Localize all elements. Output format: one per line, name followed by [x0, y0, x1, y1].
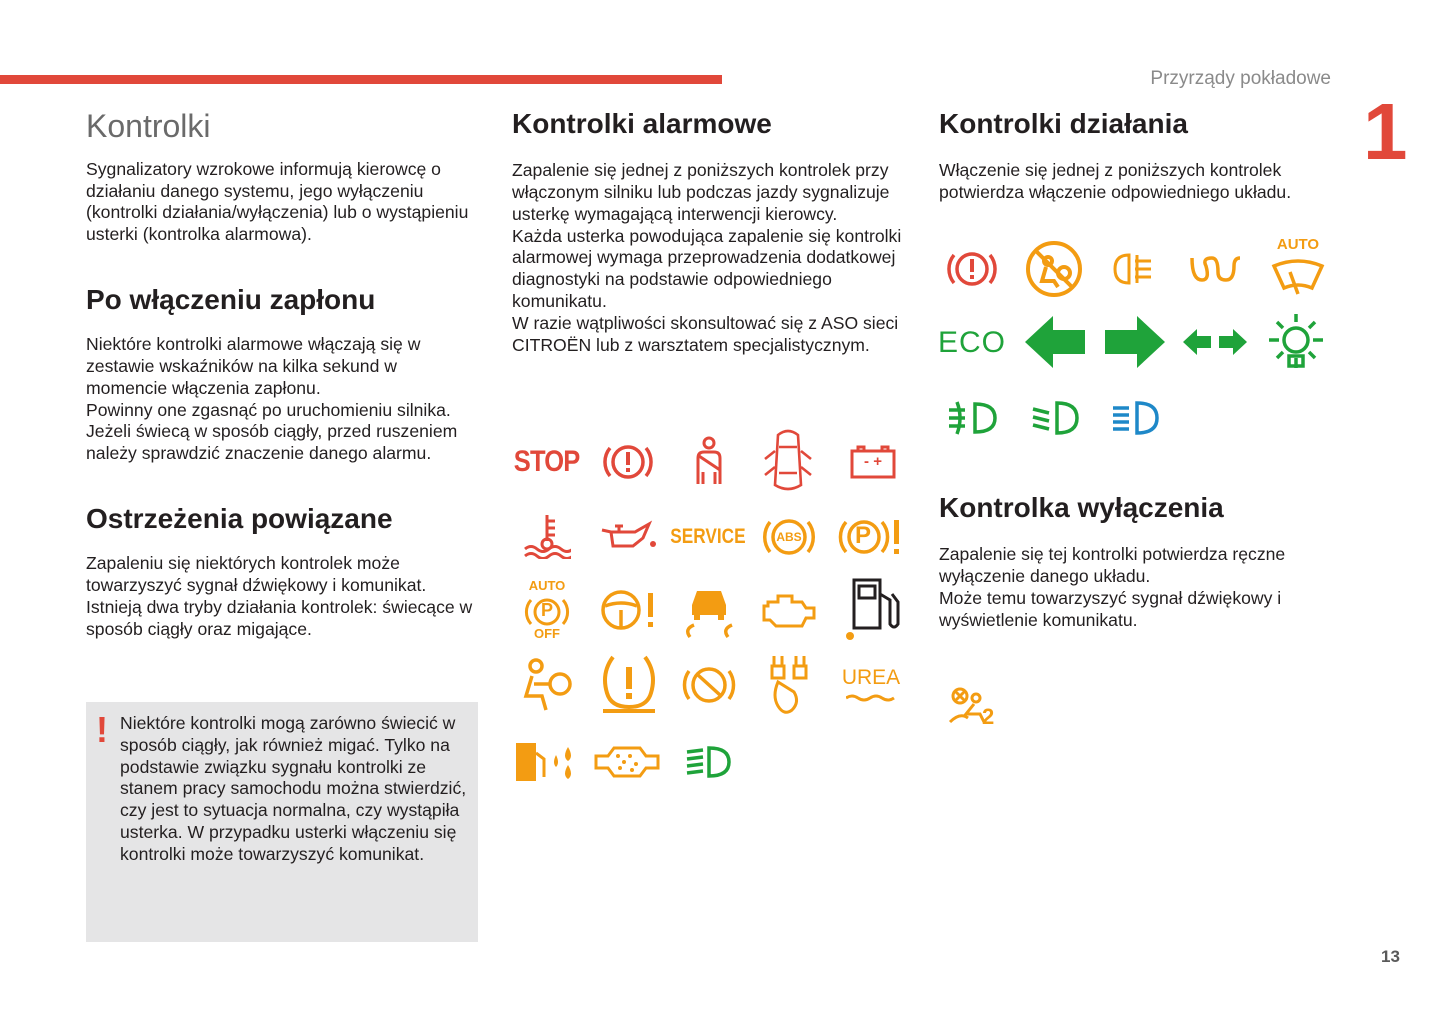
ignition-text-1: Niektóre kontrolki alarmowe włączają się w zestawie wskaźników na kilka sekund w momencie włączenia zapłonu.: [86, 334, 421, 398]
power-steering-icon: [598, 585, 658, 635]
seatbelt-icon: [686, 434, 732, 490]
section-title: Przyrządy pokładowe: [1150, 68, 1331, 89]
low-fuel-icon: [846, 576, 904, 642]
page-title: Kontrolki: [86, 108, 211, 144]
rear-fog-icon: [1110, 247, 1162, 291]
ignition-text-2: Powinny one zgasnąć po uruchomieniu silnika. Jeżeli świecą w sposób ciągły, przed ruszeniem należy sprawdzić znaczenie danego alarmu.: [86, 399, 458, 464]
particle-filter-icon: [594, 740, 660, 784]
parking-brake-fault-icon: P: [836, 510, 904, 564]
headlamp-icon: [682, 740, 734, 784]
column-operation-lamps: [939, 108, 1334, 204]
brake-icon: [600, 437, 656, 487]
chapter-number: 1: [1363, 87, 1408, 176]
oil-pressure-icon: [598, 515, 658, 555]
eco-icon: ECO: [938, 326, 1007, 359]
stop-icon: STOP: [514, 445, 580, 478]
glow-plug-icon: [1188, 250, 1244, 288]
note-text: Niektóre kontrolki mogą zarówno świecić w sposób ciągły, jak również migać. Tylko na podstawie związku sygnału kontrolki ze stanem pracy samochodu można stwierdzić, czy jest to sytuacja normalna, czy wystąpiła usterka. W przypadku usterki włączeniu się kontrolki może towarzyszyć komunikat.: [120, 713, 467, 864]
main-beam-icon: [1108, 398, 1162, 438]
battery-icon: - +: [846, 440, 900, 484]
auto-parking-brake-off-icon: AUTO P OFF: [518, 578, 576, 642]
service-icon: SERVICE: [670, 525, 746, 548]
ignition-heading: Po włączeniu zapłonu: [86, 283, 376, 315]
warning-lamps-heading: Kontrolki alarmowe: [512, 108, 772, 139]
page-number: 13: [1381, 947, 1400, 966]
abs-icon: ABS: [760, 510, 818, 564]
operation-lamps-text: Włączenie się jednej z poniższych kontrolek potwierdza włączenie odpowiedniego układu.: [939, 160, 1292, 202]
front-fog-icon: [944, 396, 1000, 440]
sidelamps-icon: [1262, 310, 1330, 374]
tyre-pressure-icon: [598, 652, 660, 716]
deactivation-heading: Kontrolka wyłączenia: [939, 492, 1224, 523]
note-box: [86, 702, 478, 942]
passenger-airbag-off-icon: [1024, 239, 1084, 299]
warning-lamps-text-2: Każda usterka powodująca zapalenie się kontrolki alarmowej wymaga przeprowadzenia dodatkowej diagnostyki na podstawie odpowiedniego komunikatu.: [512, 225, 902, 311]
brake-icon: [944, 245, 1000, 293]
open-doors-icon: [760, 426, 816, 496]
warning-lamps-text-3: W razie wątpliwości skonsultować się z ASO sieci CITROËN lub z warsztatem specjalistycznym.: [512, 312, 899, 355]
passenger-airbag-off-icon: [680, 660, 738, 710]
intro-text: Sygnalizatory wzrokowe informują kierowcę o działaniu danego systemu, jego wyłączeniu (kontrolki działania/wyłączenia) lub o wystąpieniu usterki (kontrolka alarmowa).: [86, 158, 469, 245]
exclamation-icon: !: [96, 709, 108, 750]
adblue-urea-icon: UREA: [840, 666, 902, 702]
auto-wipe-icon: AUTO: [1268, 236, 1328, 298]
left-indicator-icon: [1022, 312, 1088, 372]
warnings-text: Zapaleniu się niektórych kontrolek może towarzyszyć sygnał dźwiękowy i komunikat. Istnieją dwa tryby działania kontrolek: świecące w sposób ciągły oraz migające.: [86, 553, 473, 639]
column-warning-lamps: [512, 108, 907, 356]
deactivation-text-1: Zapalenie się tej kontrolki potwierdza ręczne wyłączenie danego układu.: [939, 544, 1286, 586]
engine-diagnosis-icon: [758, 585, 820, 635]
rear-seatbelt-icon: [762, 652, 816, 718]
airbag-icon: [520, 656, 576, 712]
column-deactivation-lamp: [939, 492, 1334, 631]
operation-lamps-heading: Kontrolki działania: [939, 108, 1188, 139]
water-in-diesel-icon: [512, 736, 578, 786]
top-accent-line: [0, 83, 722, 84]
esp-icon: [680, 580, 738, 640]
warning-lamps-text-1: Zapalenie się jednej z poniższych kontrolek przy włączonym silniku lub podczas jazdy sygnalizuje usterkę wymagającą interwencji kierowcy.: [512, 160, 890, 224]
coolant-temperature-icon: [522, 510, 572, 560]
dipped-beam-icon: [1028, 398, 1082, 438]
warnings-heading: Ostrzeżenia powiązane: [86, 502, 393, 534]
right-indicator-icon: [1102, 312, 1168, 372]
deactivation-text-2: Może temu towarzyszyć sygnał dźwiękowy i wyświetlenie komunikatu.: [939, 587, 1282, 630]
column-intro: [86, 108, 481, 640]
system-off-icon: 2: [944, 684, 1006, 734]
hazard-indicators-icon: [1180, 326, 1250, 358]
